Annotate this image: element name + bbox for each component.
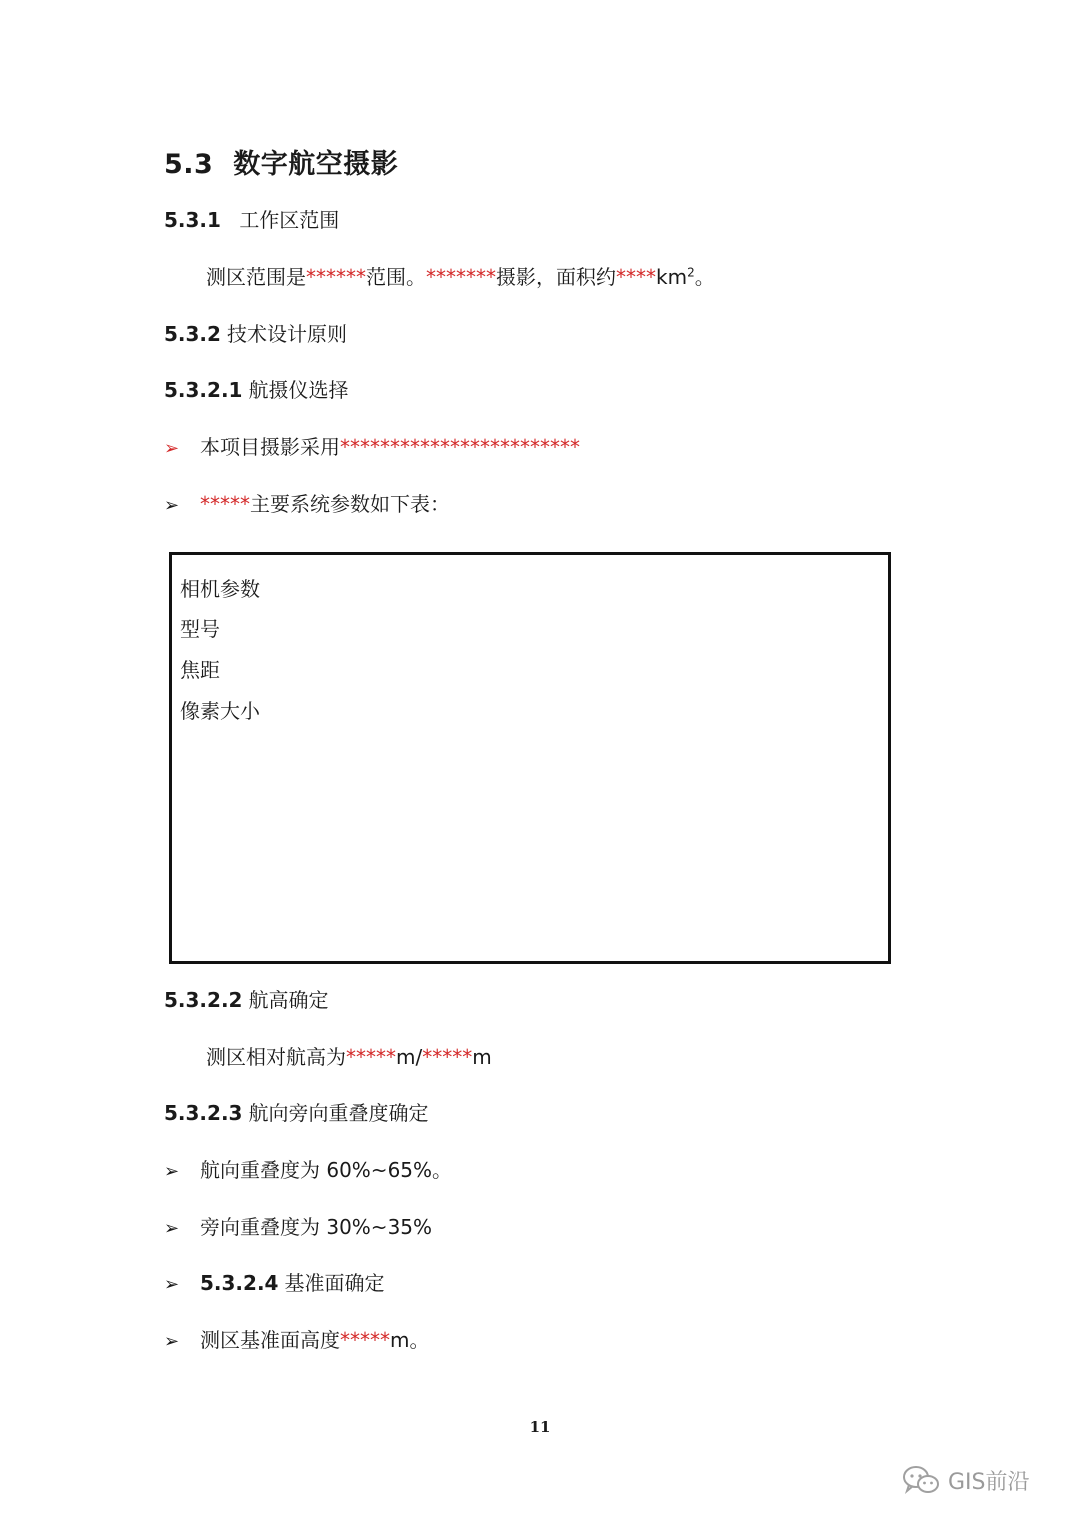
list-item-text: 主要系统参数如下表： [250, 492, 450, 516]
subsection-heading-5322 [164, 984, 328, 1013]
list-item [164, 488, 450, 517]
list-item [164, 431, 580, 460]
unit-text: km [656, 265, 688, 289]
subsection-number: 5.3.2.3 [164, 1101, 243, 1125]
subsection-heading-532 [164, 318, 347, 347]
subsection-number: 5.3.2 [164, 322, 221, 346]
list-item [164, 1154, 452, 1183]
list-item-text: 测区基准面高度 [200, 1328, 340, 1352]
redacted-text: ***** [346, 1045, 396, 1069]
text-segment: 测区相对航高为 [206, 1045, 346, 1069]
camera-param-row: 型号 [180, 617, 220, 641]
redacted-text: ****** [306, 265, 366, 289]
arrow-bullet-icon: ➢ [164, 495, 180, 516]
text-segment: 。 [694, 265, 715, 289]
superscript: 2 [687, 265, 695, 280]
unit-text: m [472, 1045, 492, 1069]
subsection-number: 5.3.2.4 [200, 1271, 279, 1295]
watermark [902, 1460, 1030, 1500]
wechat-icon [902, 1464, 940, 1496]
arrow-bullet-icon: ➢ [164, 1331, 180, 1352]
redacted-text: **** [616, 265, 656, 289]
subsection-title: 技术设计原则 [226, 322, 347, 346]
camera-param-row: 焦距 [180, 658, 220, 682]
subsection-heading-5321 [164, 374, 348, 403]
paragraph-flight-height [206, 1041, 492, 1070]
subsection-heading-531 [164, 204, 339, 233]
redacted-text: ***** [200, 492, 250, 516]
subsection-title: 航摄仪选择 [248, 378, 349, 402]
list-item-text: 航向重叠度为 60%~65%。 [200, 1158, 453, 1182]
arrow-bullet-icon: ➢ [164, 1274, 180, 1295]
list-item-text: 本项目摄影采用 [200, 435, 340, 459]
text-segment: 范围。 [366, 265, 426, 289]
paragraph-work-area [206, 261, 715, 290]
watermark-text: GIS前沿 [948, 1469, 1030, 1495]
text-segment: 摄影，面积约 [496, 265, 616, 289]
arrow-bullet-icon: ➢ [164, 1218, 180, 1239]
redacted-text: ***** [340, 1328, 390, 1352]
subsection-title: 航高确定 [248, 988, 329, 1012]
list-item [164, 1211, 432, 1240]
subsection-number: 5.3.2.1 [164, 378, 243, 402]
section-number: 5.3 [164, 149, 214, 180]
section-heading [164, 142, 398, 181]
unit-text: m。 [390, 1328, 430, 1352]
list-item [164, 1267, 384, 1296]
list-item-text: 旁向重叠度为 30%~35% [200, 1215, 433, 1239]
subsection-heading-5323 [164, 1097, 428, 1126]
arrow-bullet-icon: ➢ [164, 438, 180, 459]
redacted-text: ************************ [340, 435, 580, 459]
arrow-bullet-icon: ➢ [164, 1161, 180, 1182]
subsection-title: 工作区范围 [239, 208, 340, 232]
camera-parameters-box [169, 552, 891, 964]
redacted-text: ******* [426, 265, 496, 289]
text-segment: 测区范围是 [206, 265, 306, 289]
redacted-text: ***** [422, 1045, 473, 1069]
section-title: 数字航空摄影 [233, 149, 399, 180]
unit-text: m/ [396, 1045, 423, 1069]
camera-param-row: 像素大小 [180, 699, 260, 723]
page-number: 11 [529, 1418, 551, 1436]
subsection-number: 5.3.2.2 [164, 988, 243, 1012]
subsection-title: 航向旁向重叠度确定 [248, 1101, 429, 1125]
subsection-title: 基准面确定 [284, 1271, 385, 1295]
list-item [164, 1324, 429, 1353]
subsection-number: 5.3.1 [164, 208, 221, 232]
camera-param-row: 相机参数 [180, 577, 260, 601]
